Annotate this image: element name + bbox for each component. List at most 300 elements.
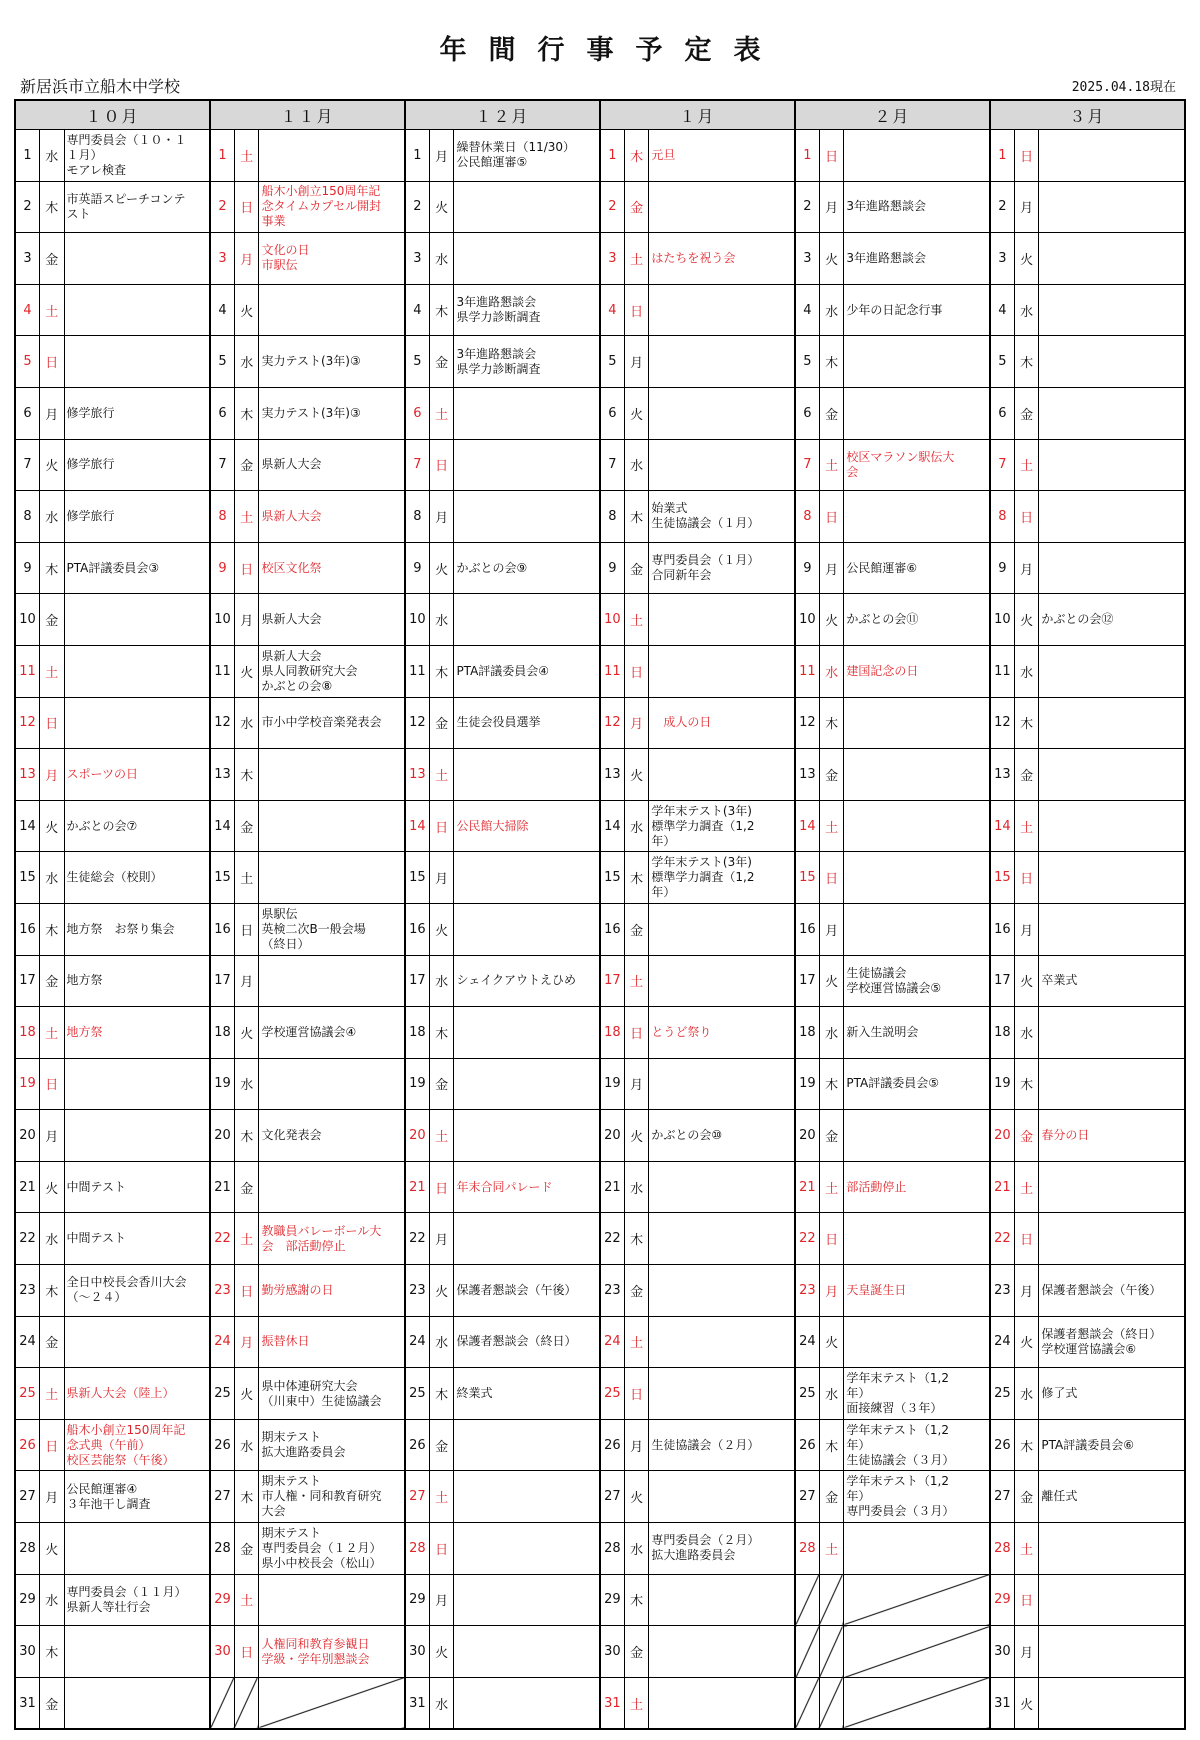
table-row <box>15 130 1185 182</box>
weekday: 金 <box>234 1161 259 1213</box>
event-cell: 学年末テスト（1,2 年） 面接練習（３年） <box>844 1368 990 1420</box>
weekday: 水 <box>429 1316 454 1368</box>
event-cell: かぶとの会⑪ <box>844 594 990 646</box>
weekday: 木 <box>429 284 454 336</box>
day-number: 28 <box>405 1523 430 1575</box>
day-number: 15 <box>210 852 235 904</box>
day-number: 13 <box>600 749 625 801</box>
event-cell: 修学旅行 <box>64 387 210 439</box>
weekday: 水 <box>234 336 259 388</box>
event-cell <box>259 284 405 336</box>
weekday: 金 <box>40 233 65 285</box>
day-number: 7 <box>405 439 430 491</box>
weekday: 土 <box>234 1574 259 1626</box>
day-number: 14 <box>990 800 1015 852</box>
event-cell <box>454 491 600 543</box>
event-cell: 卒業式 <box>1039 955 1185 1007</box>
weekday: 火 <box>819 1316 844 1368</box>
event-cell: とうど祭り <box>649 1007 795 1059</box>
table-row <box>15 284 1185 336</box>
day-number: 2 <box>990 181 1015 233</box>
event-cell: PTA評議委員会③ <box>64 542 210 594</box>
day-number: 21 <box>405 1161 430 1213</box>
event-cell: 3年進路懇談会 県学力診断調査 <box>454 336 600 388</box>
event-cell: 県中体連研究大会 （川東中）生徒協議会 <box>259 1368 405 1420</box>
event-cell <box>649 1265 795 1317</box>
weekday: 日 <box>40 1058 65 1110</box>
table-row <box>15 749 1185 801</box>
day-number: 10 <box>795 594 820 646</box>
weekday: 木 <box>40 903 65 955</box>
event-cell: 学年末テスト(3年) 標準学力調査（1,2 年） <box>649 852 795 904</box>
day-number: 18 <box>405 1007 430 1059</box>
weekday: 月 <box>624 1419 649 1471</box>
weekday: 木 <box>1014 1419 1039 1471</box>
day-number: 14 <box>405 800 430 852</box>
weekday: 木 <box>40 1626 65 1678</box>
event-cell <box>259 1677 405 1729</box>
event-cell <box>259 1574 405 1626</box>
day-number: 6 <box>990 387 1015 439</box>
day-number: 12 <box>15 697 40 749</box>
day-number: 26 <box>795 1419 820 1471</box>
event-cell <box>454 1419 600 1471</box>
day-number: 1 <box>210 130 235 182</box>
weekday: 月 <box>1014 1626 1039 1678</box>
event-cell: 県新人大会（陸上） <box>64 1368 210 1420</box>
weekday: 土 <box>40 645 65 697</box>
day-number: 3 <box>990 233 1015 285</box>
event-cell <box>454 749 600 801</box>
day-number: 12 <box>795 697 820 749</box>
weekday: 金 <box>234 800 259 852</box>
day-number: 25 <box>15 1368 40 1420</box>
event-cell <box>844 1213 990 1265</box>
weekday: 火 <box>819 233 844 285</box>
weekday: 日 <box>234 903 259 955</box>
weekday: 土 <box>40 1368 65 1420</box>
weekday: 水 <box>819 1007 844 1059</box>
event-cell: 繰替休業日（11/30） 公民館運審⑤ <box>454 130 600 182</box>
event-cell: PTA評議委員会⑤ <box>844 1058 990 1110</box>
day-number: 9 <box>15 542 40 594</box>
weekday: 金 <box>1014 1110 1039 1162</box>
weekday: 土 <box>624 233 649 285</box>
event-cell: 修了式 <box>1039 1368 1185 1420</box>
day-number: 30 <box>210 1626 235 1678</box>
event-cell: 振替休日 <box>259 1316 405 1368</box>
day-number <box>795 1677 820 1729</box>
event-cell: 期末テスト 専門委員会（１２月） 県小中校長会（松山） <box>259 1523 405 1575</box>
weekday: 土 <box>1014 439 1039 491</box>
weekday: 月 <box>40 387 65 439</box>
event-cell: 保護者懇談会（終日） <box>454 1316 600 1368</box>
day-number <box>795 1626 820 1678</box>
weekday: 金 <box>1014 1471 1039 1523</box>
event-cell <box>649 1574 795 1626</box>
weekday: 火 <box>819 594 844 646</box>
day-number: 28 <box>210 1523 235 1575</box>
event-cell: 船木小創立150周年記 念式典（午前） 校区芸能祭（午後） <box>64 1419 210 1471</box>
weekday: 木 <box>624 130 649 182</box>
weekday: 火 <box>1014 1316 1039 1368</box>
event-cell <box>649 1316 795 1368</box>
day-number: 26 <box>15 1419 40 1471</box>
event-cell <box>1039 800 1185 852</box>
day-number: 20 <box>15 1110 40 1162</box>
weekday: 金 <box>40 1316 65 1368</box>
day-number: 16 <box>600 903 625 955</box>
event-cell <box>259 1161 405 1213</box>
day-number: 20 <box>210 1110 235 1162</box>
event-cell <box>649 903 795 955</box>
event-cell: 県駅伝 英検二次B一般会場 （終日） <box>259 903 405 955</box>
weekday: 土 <box>819 1161 844 1213</box>
day-number: 24 <box>15 1316 40 1368</box>
day-number: 11 <box>795 645 820 697</box>
weekday: 月 <box>1014 181 1039 233</box>
event-cell <box>1039 542 1185 594</box>
day-number: 19 <box>990 1058 1015 1110</box>
day-number: 19 <box>15 1058 40 1110</box>
day-number: 21 <box>600 1161 625 1213</box>
day-number: 28 <box>600 1523 625 1575</box>
month-header: １２月 <box>405 100 600 130</box>
weekday: 土 <box>429 749 454 801</box>
month-header: １１月 <box>210 100 405 130</box>
day-number: 28 <box>795 1523 820 1575</box>
event-cell: 部活動停止 <box>844 1161 990 1213</box>
day-number: 27 <box>210 1471 235 1523</box>
day-number: 15 <box>795 852 820 904</box>
weekday: 土 <box>1014 1161 1039 1213</box>
weekday: 月 <box>819 1265 844 1317</box>
event-cell <box>649 749 795 801</box>
event-cell <box>64 697 210 749</box>
event-cell <box>844 1316 990 1368</box>
weekday: 火 <box>234 284 259 336</box>
weekday: 月 <box>624 697 649 749</box>
day-number: 15 <box>405 852 430 904</box>
event-cell <box>1039 491 1185 543</box>
weekday: 月 <box>1014 1265 1039 1317</box>
event-cell <box>259 749 405 801</box>
day-number: 25 <box>990 1368 1015 1420</box>
day-number: 12 <box>210 697 235 749</box>
table-row <box>15 181 1185 233</box>
weekday: 火 <box>40 439 65 491</box>
weekday: 木 <box>429 1007 454 1059</box>
event-cell: 生徒会役員選挙 <box>454 697 600 749</box>
weekday: 木 <box>234 387 259 439</box>
event-cell <box>649 1626 795 1678</box>
weekday: 月 <box>624 336 649 388</box>
day-number: 20 <box>795 1110 820 1162</box>
day-number: 19 <box>210 1058 235 1110</box>
weekday: 木 <box>624 1213 649 1265</box>
day-number: 10 <box>990 594 1015 646</box>
event-cell <box>844 491 990 543</box>
event-cell <box>649 1368 795 1420</box>
table-row <box>15 697 1185 749</box>
weekday: 日 <box>624 1007 649 1059</box>
event-cell <box>454 1574 600 1626</box>
event-cell <box>64 1677 210 1729</box>
event-cell: 生徒協議会（２月） <box>649 1419 795 1471</box>
day-number: 18 <box>210 1007 235 1059</box>
event-cell <box>1039 284 1185 336</box>
day-number: 28 <box>990 1523 1015 1575</box>
table-row <box>15 1265 1185 1317</box>
day-number: 1 <box>600 130 625 182</box>
event-cell <box>1039 1007 1185 1059</box>
table-row <box>15 1368 1185 1420</box>
page-title: 年間行事予定表 <box>439 35 783 66</box>
day-number: 10 <box>15 594 40 646</box>
day-number: 6 <box>795 387 820 439</box>
event-cell: かぶとの会⑦ <box>64 800 210 852</box>
day-number: 8 <box>15 491 40 543</box>
day-number: 8 <box>600 491 625 543</box>
table-row <box>15 387 1185 439</box>
day-number: 19 <box>795 1058 820 1110</box>
event-cell <box>454 1007 600 1059</box>
day-number: 26 <box>600 1419 625 1471</box>
month-header: １０月 <box>15 100 210 130</box>
day-number: 11 <box>990 645 1015 697</box>
event-cell <box>259 800 405 852</box>
event-cell: かぶとの会⑩ <box>649 1110 795 1162</box>
day-number: 27 <box>990 1471 1015 1523</box>
event-cell: 成人の日 <box>649 697 795 749</box>
event-cell: はたちを祝う会 <box>649 233 795 285</box>
day-number: 4 <box>405 284 430 336</box>
day-number: 21 <box>795 1161 820 1213</box>
event-cell <box>64 594 210 646</box>
table-row <box>15 1523 1185 1575</box>
weekday: 木 <box>624 1574 649 1626</box>
weekday: 金 <box>624 1626 649 1678</box>
day-number: 2 <box>405 181 430 233</box>
table-row <box>15 1626 1185 1678</box>
weekday: 金 <box>429 336 454 388</box>
weekday: 土 <box>819 1523 844 1575</box>
day-number: 18 <box>600 1007 625 1059</box>
day-number: 9 <box>600 542 625 594</box>
event-cell: スポーツの日 <box>64 749 210 801</box>
weekday: 日 <box>40 336 65 388</box>
day-number: 4 <box>795 284 820 336</box>
day-number: 30 <box>600 1626 625 1678</box>
weekday: 月 <box>40 749 65 801</box>
event-cell: 地方祭 <box>64 955 210 1007</box>
table-row <box>15 1677 1185 1729</box>
day-number: 8 <box>210 491 235 543</box>
weekday: 木 <box>1014 336 1039 388</box>
weekday: 土 <box>1014 800 1039 852</box>
event-cell: 文化発表会 <box>259 1110 405 1162</box>
event-cell: 修学旅行 <box>64 439 210 491</box>
weekday: 月 <box>819 903 844 955</box>
event-cell: 船木小創立150周年記 念タイムカプセル開封 事業 <box>259 181 405 233</box>
weekday: 火 <box>624 387 649 439</box>
day-number: 11 <box>405 645 430 697</box>
weekday: 金 <box>819 1110 844 1162</box>
month-header-row <box>15 100 1185 130</box>
weekday: 水 <box>624 800 649 852</box>
event-cell: 建国記念の日 <box>844 645 990 697</box>
weekday: 火 <box>429 542 454 594</box>
day-number: 26 <box>405 1419 430 1471</box>
day-number: 27 <box>405 1471 430 1523</box>
school-name: 新居浜市立船木中学校 <box>20 77 181 96</box>
event-cell: 地方祭 お祭り集会 <box>64 903 210 955</box>
day-number: 21 <box>990 1161 1015 1213</box>
event-cell: 学年末テスト（1,2 年） 専門委員会（３月） <box>844 1471 990 1523</box>
event-cell: 学年末テスト（1,2 年） 生徒協議会（３月） <box>844 1419 990 1471</box>
day-number: 14 <box>795 800 820 852</box>
day-number: 1 <box>405 130 430 182</box>
event-cell: 公民館運審⑥ <box>844 542 990 594</box>
day-number: 17 <box>795 955 820 1007</box>
weekday: 火 <box>429 1626 454 1678</box>
event-cell <box>64 1523 210 1575</box>
weekday: 水 <box>40 1213 65 1265</box>
event-cell <box>64 1058 210 1110</box>
event-cell <box>649 1161 795 1213</box>
weekday <box>819 1574 844 1626</box>
day-number: 23 <box>210 1265 235 1317</box>
event-cell: 生徒協議会 学校運営協議会⑤ <box>844 955 990 1007</box>
day-number: 24 <box>990 1316 1015 1368</box>
day-number: 13 <box>405 749 430 801</box>
day-number: 22 <box>405 1213 430 1265</box>
event-cell <box>844 1523 990 1575</box>
weekday: 日 <box>234 542 259 594</box>
weekday: 水 <box>1014 284 1039 336</box>
day-number: 1 <box>795 130 820 182</box>
event-cell <box>64 233 210 285</box>
day-number: 5 <box>405 336 430 388</box>
event-cell: 3年進路懇談会 <box>844 233 990 285</box>
day-number: 7 <box>795 439 820 491</box>
weekday: 火 <box>234 1368 259 1420</box>
event-cell <box>454 852 600 904</box>
weekday: 金 <box>1014 387 1039 439</box>
weekday: 水 <box>40 130 65 182</box>
weekday: 火 <box>429 181 454 233</box>
day-number: 23 <box>405 1265 430 1317</box>
day-number: 5 <box>795 336 820 388</box>
day-number: 25 <box>795 1368 820 1420</box>
event-cell: かぶとの会⑫ <box>1039 594 1185 646</box>
day-number: 17 <box>15 955 40 1007</box>
day-number: 2 <box>15 181 40 233</box>
weekday: 土 <box>40 1007 65 1059</box>
event-cell: 県新人大会 <box>259 594 405 646</box>
day-number: 24 <box>405 1316 430 1368</box>
weekday: 日 <box>819 130 844 182</box>
event-cell <box>64 336 210 388</box>
day-number: 27 <box>15 1471 40 1523</box>
day-number: 6 <box>405 387 430 439</box>
weekday: 火 <box>1014 1677 1039 1729</box>
event-cell <box>844 336 990 388</box>
event-cell <box>1039 181 1185 233</box>
event-cell <box>454 387 600 439</box>
weekday: 日 <box>1014 852 1039 904</box>
day-number: 7 <box>990 439 1015 491</box>
weekday: 日 <box>1014 1213 1039 1265</box>
event-cell: 期末テスト 拡大進路委員会 <box>259 1419 405 1471</box>
weekday: 火 <box>624 1471 649 1523</box>
month-header: ３月 <box>990 100 1185 130</box>
weekday: 火 <box>40 1161 65 1213</box>
weekday: 日 <box>1014 130 1039 182</box>
day-number: 7 <box>210 439 235 491</box>
event-cell: 実力テスト(3年)③ <box>259 387 405 439</box>
day-number: 27 <box>600 1471 625 1523</box>
day-number: 15 <box>990 852 1015 904</box>
weekday: 火 <box>234 1007 259 1059</box>
event-cell <box>649 955 795 1007</box>
weekday: 木 <box>40 542 65 594</box>
day-number: 31 <box>405 1677 430 1729</box>
day-number: 29 <box>210 1574 235 1626</box>
weekday: 火 <box>624 749 649 801</box>
weekday: 火 <box>819 955 844 1007</box>
month-header: ２月 <box>795 100 990 130</box>
weekday: 日 <box>234 1626 259 1678</box>
weekday: 日 <box>1014 1574 1039 1626</box>
day-number: 6 <box>600 387 625 439</box>
event-cell <box>649 284 795 336</box>
weekday: 月 <box>234 1316 259 1368</box>
event-cell: 離任式 <box>1039 1471 1185 1523</box>
weekday: 火 <box>624 1110 649 1162</box>
weekday: 木 <box>1014 1058 1039 1110</box>
table-row <box>15 542 1185 594</box>
event-cell <box>649 594 795 646</box>
day-number: 18 <box>990 1007 1015 1059</box>
day-number: 26 <box>210 1419 235 1471</box>
day-number: 21 <box>15 1161 40 1213</box>
day-number: 25 <box>600 1368 625 1420</box>
table-row <box>15 1058 1185 1110</box>
event-cell <box>259 130 405 182</box>
event-cell: 生徒総会（校則） <box>64 852 210 904</box>
event-cell: 3年進路懇談会 県学力診断調査 <box>454 284 600 336</box>
day-number: 22 <box>15 1213 40 1265</box>
event-cell <box>649 1677 795 1729</box>
event-cell <box>454 1471 600 1523</box>
day-number: 17 <box>990 955 1015 1007</box>
weekday: 土 <box>624 1677 649 1729</box>
weekday: 水 <box>234 697 259 749</box>
event-cell: 天皇誕生日 <box>844 1265 990 1317</box>
weekday: 水 <box>234 1058 259 1110</box>
day-number: 20 <box>405 1110 430 1162</box>
weekday: 水 <box>624 1523 649 1575</box>
weekday: 水 <box>1014 645 1039 697</box>
weekday: 日 <box>429 800 454 852</box>
event-cell: 春分の日 <box>1039 1110 1185 1162</box>
weekday: 土 <box>624 594 649 646</box>
day-number: 16 <box>210 903 235 955</box>
weekday: 日 <box>624 284 649 336</box>
weekday: 金 <box>624 1265 649 1317</box>
day-number: 17 <box>210 955 235 1007</box>
